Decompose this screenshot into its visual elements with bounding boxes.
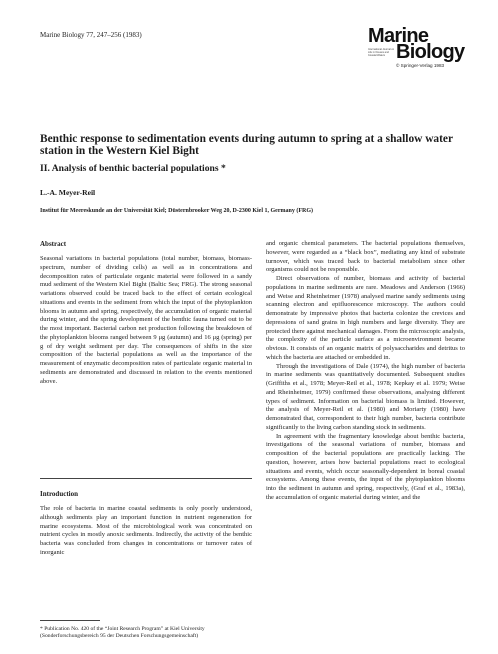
journal-logo [368, 24, 463, 79]
abstract-body [40, 255, 252, 386]
journal-reference: Marine Biology 77, 247–256 (1983) [40, 31, 142, 39]
footnote-rule [40, 620, 100, 621]
right-column [266, 240, 465, 503]
paper-title: Benthic response to sedimentation events during autumn to spring at a shallow water station in the Western Kiel Bight [40, 133, 453, 157]
introduction-paragraph: The role of bacteria in marine coastal sediments is only poorly understood, although sediments play an important function in nutrient regeneration for marine ecosystems. Most of the microbiological work was concentrated on nutrient cycles in mostly anoxic sediments. Indirectly, the activity of the benthic bacteria was concluded from changes in concentrations or turnover rates of inorganic [40, 505, 252, 556]
footnote: * Publication No. 420 of the “Joint Research Program” at Kiel University (Sonderforschungsbereich 95 der Deutschen Forschungsgemeinschaft) [40, 626, 205, 639]
logo-word-marine: Marine [368, 25, 429, 47]
right-column-paragraph-1: and organic chemical parameters. The bacterial populations themselves, however, were regarded as a “black box”, mediating any kind of substrate turnover, which was traced back to bacterial metabolism since other organisms could not be responsible. [266, 240, 465, 274]
section-divider [40, 478, 252, 479]
introduction-heading: Introduction [40, 490, 78, 498]
right-column-paragraph-4: In agreement with the fragmentary knowledge about benthic bacteria, investigations of the seasonal variations of number, biomass and composition of the bacterial populations are practically lacking. The question, however, arises how bacterial populations react to ecological situations and events, which occur seasonally-dependent in boreal coastal ecosystems. Among these events, the input of the phytoplankton blooms into the sediment in autumn and spring, respectively, (Graf et al., 1983a), the accumulation of organic material during winter, and the [266, 432, 465, 501]
logo-word-biology: Biology [396, 41, 465, 63]
paper-subtitle: II. Analysis of benthic bacterial populations * [40, 163, 226, 174]
logo-copyright: © Springer-Verlag 1983 [396, 63, 445, 68]
author-name: L.-A. Meyer-Reil [40, 188, 96, 197]
introduction-body [40, 505, 252, 558]
right-column-paragraph-3: Through the investigations of Dale (1974), the high number of bacteria in marine sediments was quantitatively documented. Subsequent studies (Griffiths et al., 1978; Meyer-Reil et al., 1978; Kepkay et al. 1979; Weise and Rheinheimer, 1979) confirmed these observations, analysing different types of sediment. Information on bacterial biomass is limited. However, the analysis of Meyer-Reil et al. (1980) and Moriarty (1980) have demonstrated that, correspondent to their high number, bacteria contribute significantly to the living carbon standing stock in sediments. [266, 362, 465, 431]
right-column-paragraph-2: Direct observations of number, biomass and activity of bacterial populations in marine sediments are rare. Meadows and Anderson (1966) and Weise and Rheinheimer (1978) analysed marine sandy sediments using scanning electron and epifluorescence microscopy. The authors could demonstrate by impressive photos that bacteria colonize the crevices and depressions of sand grains in high numbers and large diversity. They are protected there against mechanical damages. From the microscopic analysis, the complexity of the particle surface as a microenvironment became obvious. It consists of an organic matrix of polysaccharides and detritus to which the bacteria are attached or embedded in. [266, 275, 465, 361]
abstract-paragraph: Seasonal variations in bacterial populations (total number, biomass, biomass-spectrum, number of dividing cells) as well as in concentrations and decomposition rates of particulate organic material were followed in a sandy mud sediment of the Western Kiel Bight (Baltic Sea; FRG). The strong seasonal variations observed could be traced back to the effect of certain ecological situations and events in the sediment from which the input of the phytoplankton blooms in autumn and spring, respectively, the accumulation of organic material during winter, and the spring development of the benthic fauna turned out to be the most important. Bacterial carbon net production following the breakdown of the phytoplankton blooms ranged between 9 μg (autumn) and 16 μg (spring) per g of dry weight sediment per day. The consequences of shifts in the size composition of the bacterial populations as well as the importance of the measurement of enzymatic decomposition rates of particulate organic material in sediments are demonstrated and discussed in relation to the events mentioned above. [40, 255, 252, 385]
abstract-heading: Abstract [40, 240, 67, 248]
author-affiliation: Institut für Meereskunde an der Universität Kiel; Düsternbrooker Weg 20, D-2300 Kiel 1, Germany (FRG) [40, 208, 313, 214]
logo-tagline: International Journal on Life in Oceans and Coastal Waters [368, 48, 395, 57]
